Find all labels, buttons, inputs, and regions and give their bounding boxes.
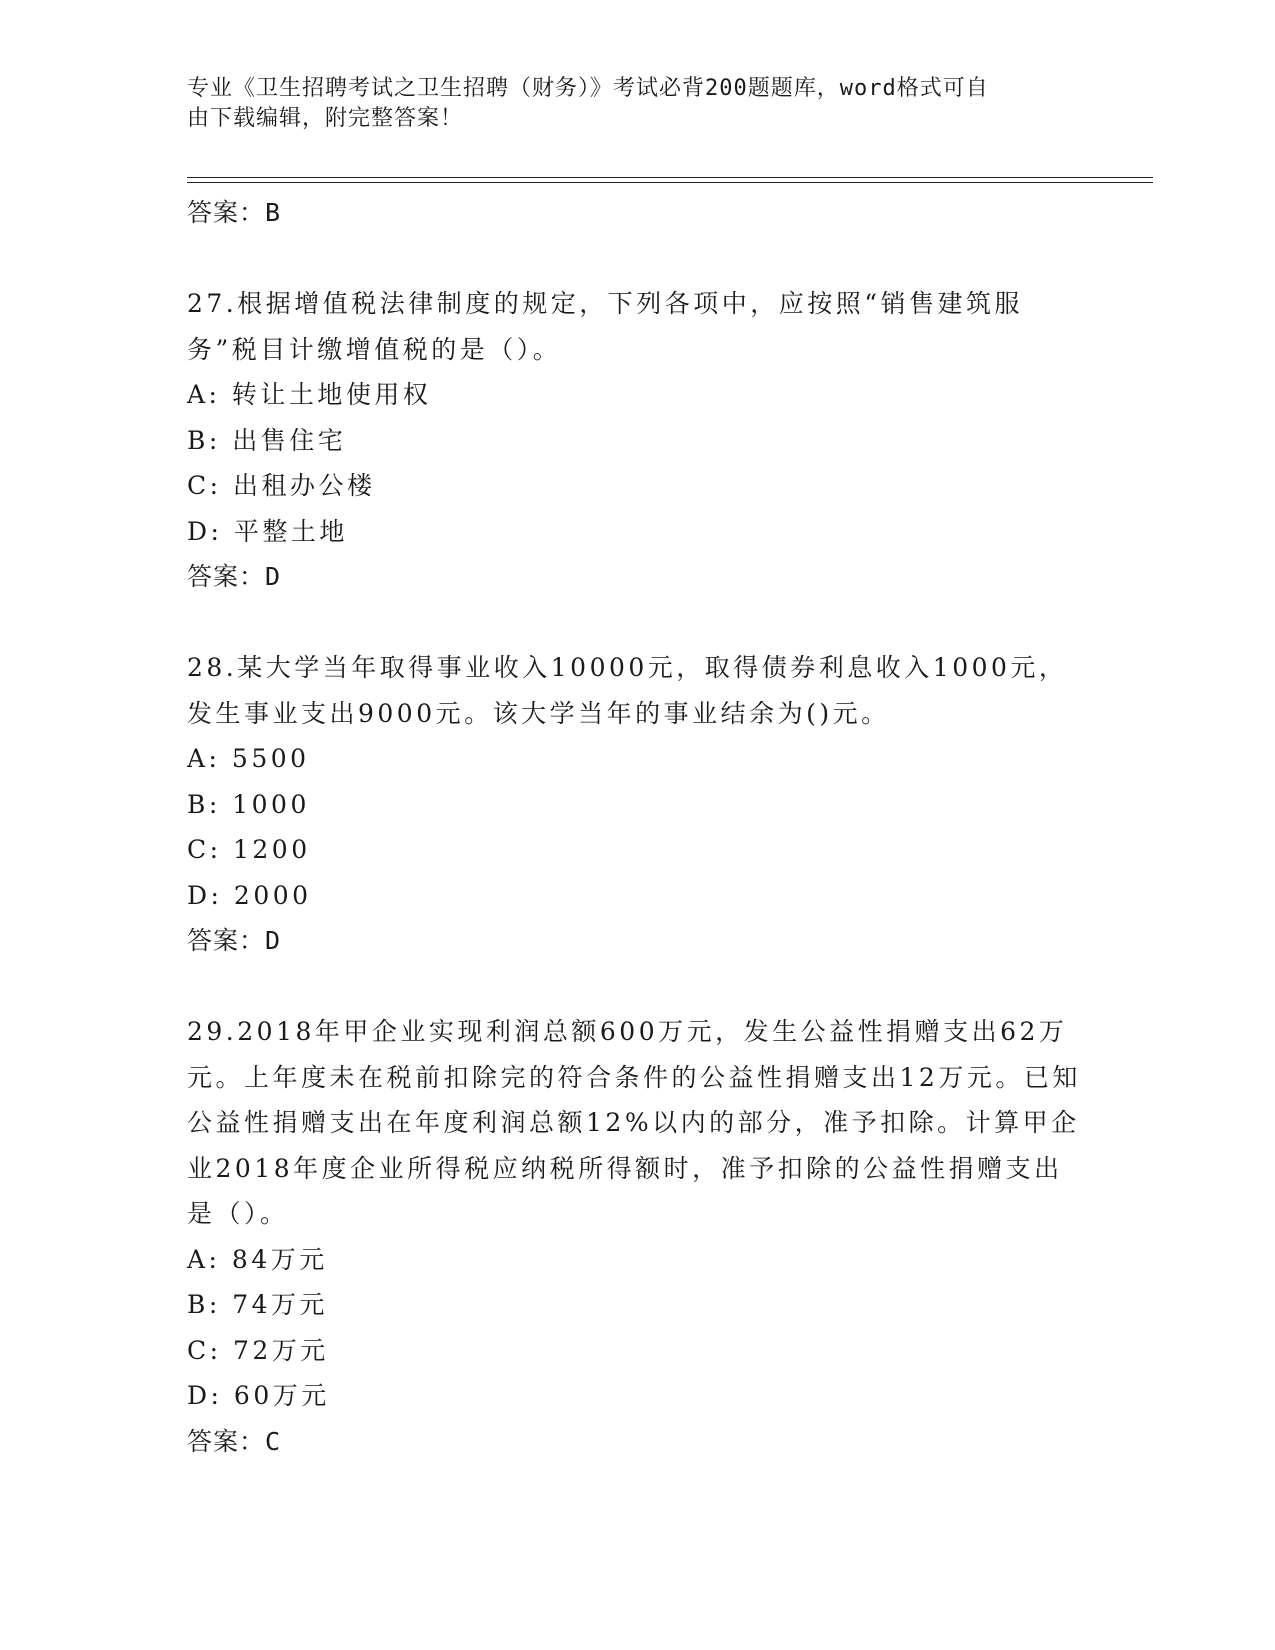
document-header	[187, 74, 1067, 134]
header-line-2: 由下载编辑，附完整答案！	[187, 106, 464, 131]
option-c: C: 1200	[187, 835, 311, 864]
answer: 答案：D	[187, 562, 282, 591]
question-27	[187, 281, 1087, 600]
question-29	[187, 1009, 1087, 1465]
previous-answer: 答案：B	[187, 198, 282, 227]
question-text: 28.某大学当年取得事业收入10000元，取得债券利息收入1000元，发生事业支出9000元。该大学当年的事业结余为()元。	[187, 653, 1068, 728]
option-c: C: 72万元	[187, 1335, 329, 1365]
option-b: B: 出售住宅	[187, 425, 347, 455]
option-d: D: 平整土地	[187, 516, 348, 546]
option-a: A: 5500	[187, 744, 310, 773]
spacer	[187, 964, 1087, 1009]
answer: 答案：C	[187, 1426, 282, 1456]
option-a: A: 84万元	[187, 1244, 328, 1274]
question-text: 29.2018年甲企业实现利润总额600万元，发生公益性捐赠支出62万元。上年度未在税前扣除完的符合条件的公益性捐赠支出12万元。已知公益性捐赠支出在年度利润总额12%以内的部分，准予扣除。计算甲企业2018年度企业所得税应纳税所得额时，准予扣除的公益性捐赠支出是（）。	[187, 1017, 1081, 1228]
option-c: C: 出租办公楼	[187, 471, 376, 500]
answer: 答案：D	[187, 926, 282, 955]
question-28	[187, 645, 1087, 964]
question-text: 27.根据增值税法律制度的规定，下列各项中，应按照“销售建筑服务”税目计缴增值税的是（）。	[187, 289, 1024, 364]
spacer	[187, 236, 1087, 281]
header-rule-bottom	[187, 182, 1153, 183]
option-b: B: 1000	[187, 789, 310, 819]
header-line-1: 专业《卫生招聘考试之卫生招聘（财务）》考试必背200题题库，word格式可自	[187, 76, 989, 101]
spacer	[187, 600, 1087, 645]
option-b: B: 74万元	[187, 1290, 329, 1319]
question-list	[187, 190, 1087, 1465]
option-d: D: 2000	[187, 880, 312, 910]
option-a: A: 转让土地使用权	[187, 380, 432, 409]
header-rule-top	[187, 177, 1153, 178]
option-d: D: 60万元	[187, 1381, 330, 1410]
